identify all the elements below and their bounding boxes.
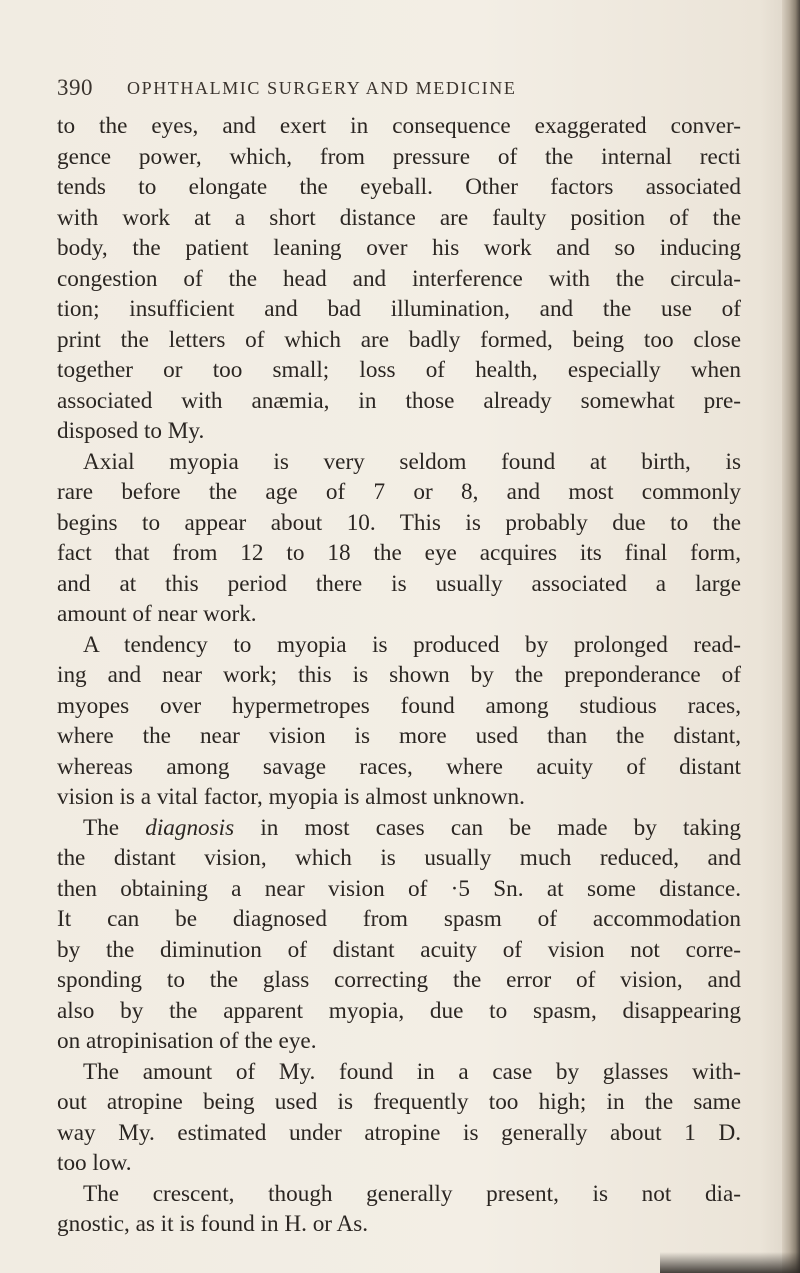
text-line: the distant vision, which is usually much reduced, and <box>57 845 741 871</box>
text-line: The amount of My. found in a case by glasses with- <box>83 1058 741 1085</box>
text-line: amount of near work. <box>57 601 257 627</box>
page-header <box>57 75 757 105</box>
text-line: by the diminution of distant acuity of vision not corre- <box>57 936 741 963</box>
text-line: also by the apparent myopia, due to spasm, disappearing <box>57 997 741 1024</box>
text-line: disposed to My. <box>57 418 205 444</box>
text-line: myopes over hypermetropes found among studious races, <box>57 692 741 719</box>
text-line: out atropine being used is frequently too high; in the same <box>57 1089 741 1115</box>
page-binding-edge <box>782 0 800 1273</box>
text-line: Axial myopia is very seldom found at birth, is <box>83 448 741 475</box>
text-line: fact that from 12 to 18 the eye acquires its final form, <box>57 540 741 566</box>
text-line: gnostic, as it is found in H. or As. <box>57 1211 369 1237</box>
text-line: whereas among savage races, where acuity of distant <box>57 753 741 780</box>
text-line: rare before the age of 7 or 8, and most commonly <box>57 479 741 505</box>
text-line: way My. estimated under atropine is generally about 1 D. <box>57 1119 741 1146</box>
text-line: The crescent, though generally present, is not dia- <box>83 1180 741 1207</box>
text-line: with work at a short distance are faulty position of the <box>57 204 741 231</box>
text-line: too low. <box>57 1150 132 1176</box>
text-line: to the eyes, and exert in consequence exaggerated conver- <box>57 113 741 139</box>
text-line: associated with anæmia, in those already somewhat pre- <box>57 387 741 414</box>
text-line: gence power, which, from pressure of the internal recti <box>57 143 741 170</box>
text-line: together or too small; loss of health, especially when <box>57 357 741 383</box>
text-line: congestion of the head and interference with the circula- <box>57 265 741 292</box>
text-line: begins to appear about 10. This is probably due to the <box>57 509 741 536</box>
text-line: where the near vision is more used than the distant, <box>57 723 741 749</box>
text-line: tion; insufficient and bad illumination, and the use of <box>57 296 741 322</box>
text-line: tends to elongate the eyeball. Other factors associated <box>57 174 741 200</box>
body-text <box>57 111 741 1240</box>
text-line: A tendency to myopia is produced by prolonged read- <box>83 631 741 658</box>
text-fragment: in most cases can be made by taking <box>260 814 741 841</box>
text-line: sponding to the glass correcting the error of vision, and <box>57 967 741 993</box>
text-line: and at this period there is usually associated a large <box>57 570 741 597</box>
running-head: OPHTHALMIC SURGERY AND MEDICINE <box>127 78 517 98</box>
text-line-diagnosis <box>57 813 741 844</box>
page-bottom-shadow <box>660 1252 800 1273</box>
text-line: It can be diagnosed from spasm of accommodation <box>57 906 741 932</box>
text-line: on atropinisation of the eye. <box>57 1028 317 1054</box>
text-line: vision is a vital factor, myopia is almost unknown. <box>57 784 525 810</box>
text-line: print the letters of which are badly formed, being too close <box>57 326 741 353</box>
text-line: ing and near work; this is shown by the preponderance of <box>57 662 741 688</box>
text-fragment: The <box>83 814 120 841</box>
text-line: body, the patient leaning over his work and so inducing <box>57 235 741 261</box>
text-line: then obtaining a near vision of ·5 Sn. at some distance. <box>57 875 741 902</box>
italic-term-diagnosis: diagnosis <box>145 814 235 841</box>
page-number: 390 <box>57 75 93 100</box>
